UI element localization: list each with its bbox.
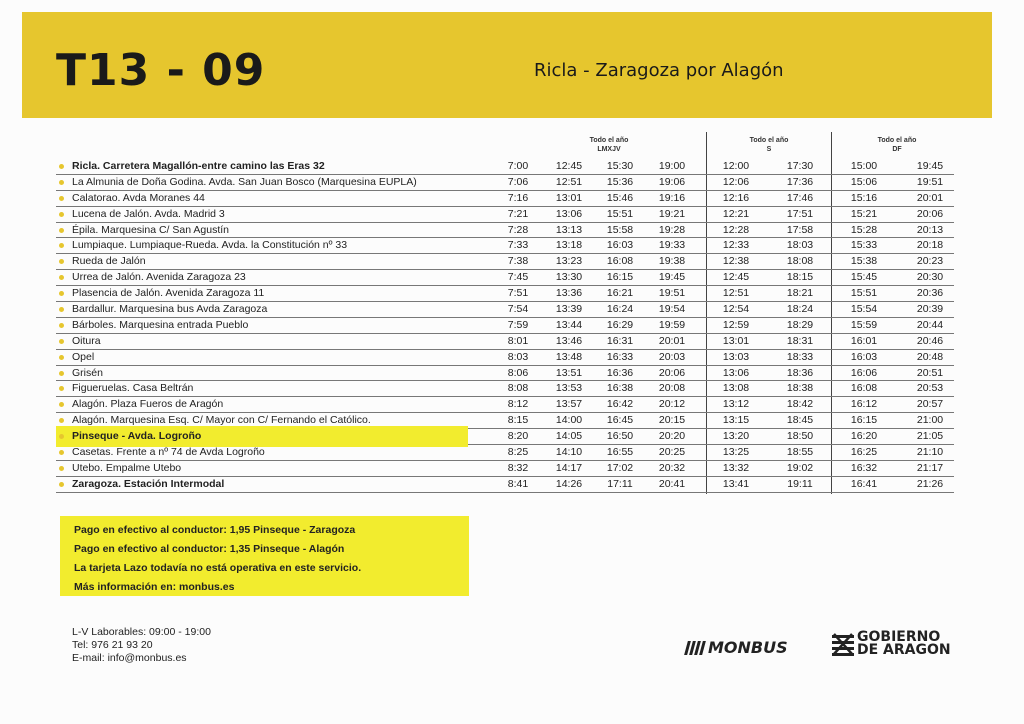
departure-time: 13:03	[722, 350, 750, 363]
departure-time: 12:51	[555, 175, 583, 188]
departure-time: 8:01	[507, 334, 529, 347]
departure-time: 18:21	[786, 287, 814, 300]
timetable-row	[56, 302, 954, 318]
departure-time: 13:46	[555, 334, 583, 347]
timetable-row	[56, 175, 954, 191]
departure-time: 16:32	[850, 461, 878, 474]
departure-time: 19:02	[786, 461, 814, 474]
departure-time: 18:03	[786, 239, 814, 252]
gobierno-aragon-logo	[832, 631, 951, 657]
departure-time: 20:12	[658, 398, 686, 411]
departure-time: 13:41	[722, 477, 750, 490]
departure-time: 19:38	[658, 255, 686, 268]
departure-time: 16:01	[850, 334, 878, 347]
departure-time: 16:03	[850, 350, 878, 363]
column-header-days: LMXJV	[597, 146, 621, 153]
stop-name: Bardallur. Marquesina bus Avda Zaragoza	[72, 303, 268, 316]
stop-name: Épila. Marquesina C/ San Agustín	[72, 223, 230, 236]
stop-name: Urrea de Jalón. Avenida Zaragoza 23	[72, 271, 246, 284]
timetable-row	[56, 238, 954, 254]
departure-time: 8:20	[507, 430, 529, 443]
aragon-flag-icon	[832, 632, 854, 656]
stop-name: Pinseque - Avda. Logroño	[72, 430, 202, 443]
departure-time: 7:33	[507, 239, 529, 252]
timetable-row	[56, 159, 954, 175]
departure-time: 20:44	[916, 318, 944, 331]
stop-name: Oitura	[72, 334, 101, 347]
gobierno-line2: DE ARAGON	[857, 642, 951, 658]
departure-time: 13:06	[555, 207, 583, 220]
departure-time: 18:55	[786, 446, 814, 459]
departure-time: 12:54	[722, 303, 750, 316]
departure-time: 16:45	[606, 414, 634, 427]
departure-time: 13:15	[722, 414, 750, 427]
bullet-icon	[59, 196, 64, 201]
departure-time: 7:00	[507, 160, 529, 172]
monbus-logo	[686, 638, 788, 657]
stop-name: Opel	[72, 350, 95, 363]
bullet-icon	[59, 466, 64, 471]
departure-time: 13:12	[722, 398, 750, 411]
departure-time: 8:12	[507, 398, 529, 411]
departure-time: 18:38	[786, 382, 814, 395]
email-address: E-mail: info@monbus.es	[72, 652, 187, 664]
bullet-icon	[59, 450, 64, 455]
departure-time: 19:21	[658, 207, 686, 220]
departure-time: 20:51	[916, 366, 944, 379]
departure-time: 13:36	[555, 287, 583, 300]
bullet-icon	[59, 291, 64, 296]
timetable-row	[56, 191, 954, 207]
bullet-icon	[59, 164, 64, 169]
notice-line: Pago en efectivo al conductor: 1,95 Pinseque - Zaragoza	[74, 524, 356, 536]
gobierno-line1: GOBIERNO	[857, 629, 941, 645]
departure-time: 18:50	[786, 430, 814, 443]
departure-time: 15:51	[850, 287, 878, 300]
departure-time: 16:36	[606, 366, 634, 379]
departure-time: 19:51	[658, 287, 686, 300]
departure-time: 18:36	[786, 366, 814, 379]
column-header-label: Todo el año	[877, 137, 917, 144]
departure-time: 19:00	[658, 160, 686, 172]
departure-time: 13:23	[555, 255, 583, 268]
fare-notice	[60, 516, 469, 596]
departure-time: 16:50	[606, 430, 634, 443]
departure-time: 13:13	[555, 223, 583, 236]
departure-time: 16:08	[606, 255, 634, 268]
departure-time: 18:42	[786, 398, 814, 411]
departure-time: 13:44	[555, 318, 583, 331]
bullet-icon	[59, 259, 64, 264]
departure-time: 7:51	[507, 287, 529, 300]
departure-time: 18:45	[786, 414, 814, 427]
departure-time: 21:10	[916, 446, 944, 459]
departure-time: 12:33	[722, 239, 750, 252]
stop-name: Zaragoza. Estación Intermodal	[72, 477, 225, 490]
stop-name: Alagón. Plaza Fueros de Aragón	[72, 398, 224, 411]
departure-time: 13:48	[555, 350, 583, 363]
departure-time: 18:15	[786, 271, 814, 284]
departure-time: 7:21	[507, 207, 529, 220]
route-title: Ricla - Zaragoza por Alagón	[534, 60, 784, 81]
departure-time: 15:45	[850, 271, 878, 284]
stop-name: Bárboles. Marquesina entrada Pueblo	[72, 318, 249, 331]
departure-time: 13:18	[555, 239, 583, 252]
departure-time: 12:28	[722, 223, 750, 236]
gobierno-wordmark	[857, 631, 951, 657]
departure-time: 20:53	[916, 382, 944, 395]
bullet-icon	[59, 275, 64, 280]
bullet-icon	[59, 355, 64, 360]
departure-time: 7:59	[507, 318, 529, 331]
stop-name: Plasencia de Jalón. Avenida Zaragoza 11	[72, 287, 265, 300]
departure-time: 7:28	[507, 223, 529, 236]
departure-time: 20:01	[658, 334, 686, 347]
departure-time: 17:58	[786, 223, 814, 236]
departure-time: 18:29	[786, 318, 814, 331]
departure-time: 13:01	[722, 334, 750, 347]
stop-name: Calatorao. Avda Moranes 44	[72, 191, 205, 204]
timetable-row	[56, 207, 954, 223]
monbus-wordmark: MONBUS	[708, 638, 788, 657]
departure-time: 20:20	[658, 430, 686, 443]
departure-time: 13:08	[722, 382, 750, 395]
departure-time: 12:45	[555, 160, 583, 172]
phone-number: Tel: 976 21 93 20	[72, 639, 153, 651]
timetable-row	[56, 286, 954, 302]
departure-time: 18:33	[786, 350, 814, 363]
departure-time: 8:32	[507, 461, 529, 474]
departure-time: 12:06	[722, 175, 750, 188]
departure-time: 12:00	[722, 160, 750, 172]
departure-time: 16:21	[606, 287, 634, 300]
column-header-days: DF	[892, 146, 902, 153]
departure-time: 19:33	[658, 239, 686, 252]
departure-time: 16:31	[606, 334, 634, 347]
departure-time: 16:06	[850, 366, 878, 379]
departure-time: 8:15	[507, 414, 529, 427]
departure-time: 8:06	[507, 366, 529, 379]
column-header-label: Todo el año	[749, 137, 789, 144]
departure-time: 20:32	[658, 461, 686, 474]
timetable-row	[56, 334, 954, 350]
departure-time: 14:05	[555, 430, 583, 443]
departure-time: 13:30	[555, 271, 583, 284]
departure-time: 8:41	[507, 477, 529, 490]
departure-time: 15:16	[850, 191, 878, 204]
departure-time: 20:15	[658, 414, 686, 427]
column-header-saturday	[734, 136, 804, 154]
departure-time: 13:57	[555, 398, 583, 411]
departure-time: 20:08	[658, 382, 686, 395]
column-header-holidays	[862, 136, 932, 154]
departure-time: 15:46	[606, 191, 634, 204]
departure-time: 21:17	[916, 461, 944, 474]
departure-time: 13:39	[555, 303, 583, 316]
stop-name: Grisén	[72, 366, 103, 379]
stop-name: Lumpiaque. Lumpiaque-Rueda. Avda. la Constitución nº 33	[72, 239, 348, 252]
departure-time: 21:00	[916, 414, 944, 427]
monbus-bars-icon	[686, 641, 704, 655]
departure-time: 7:38	[507, 255, 529, 268]
departure-time: 16:08	[850, 382, 878, 395]
departure-time: 14:26	[555, 477, 583, 490]
bullet-icon	[59, 180, 64, 185]
departure-time: 19:59	[658, 318, 686, 331]
notice-line: Más información en: monbus.es	[74, 581, 235, 593]
departure-time: 15:28	[850, 223, 878, 236]
departure-time: 16:55	[606, 446, 634, 459]
departure-time: 20:30	[916, 271, 944, 284]
departure-time: 16:29	[606, 318, 634, 331]
column-header-label: Todo el año	[589, 137, 629, 144]
timetable-row	[56, 381, 954, 397]
departure-time: 13:32	[722, 461, 750, 474]
departure-time: 16:42	[606, 398, 634, 411]
timetable-row	[56, 461, 954, 477]
departure-time: 15:30	[606, 160, 634, 172]
departure-time: 18:24	[786, 303, 814, 316]
departure-time: 16:25	[850, 446, 878, 459]
departure-time: 12:59	[722, 318, 750, 331]
departure-time: 12:21	[722, 207, 750, 220]
stop-name: Casetas. Frente a nº 74 de Avda Logroño	[72, 446, 265, 459]
departure-time: 8:03	[507, 350, 529, 363]
bullet-icon	[59, 418, 64, 423]
timetable-row	[56, 445, 954, 461]
departure-time: 20:39	[916, 303, 944, 316]
departure-time: 12:45	[722, 271, 750, 284]
departure-time: 15:51	[606, 207, 634, 220]
column-header-weekdays	[574, 136, 644, 154]
departure-time: 15:38	[850, 255, 878, 268]
departure-time: 8:25	[507, 446, 529, 459]
departure-time: 19:06	[658, 175, 686, 188]
departure-time: 15:59	[850, 318, 878, 331]
departure-time: 19:11	[787, 477, 813, 490]
departure-time: 16:15	[606, 271, 634, 284]
departure-time: 20:18	[916, 239, 944, 252]
departure-time: 17:30	[786, 160, 814, 172]
departure-time: 15:06	[850, 175, 878, 188]
timetable-row	[56, 254, 954, 270]
departure-time: 17:36	[786, 175, 814, 188]
bullet-icon	[59, 212, 64, 217]
timetable-row	[56, 270, 954, 286]
departure-time: 21:26	[916, 477, 944, 490]
departure-time: 7:16	[507, 191, 529, 204]
bullet-icon	[59, 482, 64, 487]
departure-time: 16:03	[606, 239, 634, 252]
departure-time: 20:13	[916, 223, 944, 236]
departure-time: 13:25	[722, 446, 750, 459]
bullet-icon	[59, 371, 64, 376]
stop-name: Alagón. Marquesina Esq. C/ Mayor con C/ Fernando el Católico.	[72, 414, 371, 427]
notice-line: Pago en efectivo al conductor: 1,35 Pinseque - Alagón	[74, 543, 345, 555]
timetable-row	[56, 366, 954, 382]
timetable-row	[56, 397, 954, 413]
departure-time: 13:53	[555, 382, 583, 395]
departure-time: 17:46	[786, 191, 814, 204]
bullet-icon	[59, 402, 64, 407]
departure-time: 12:16	[722, 191, 750, 204]
departure-time: 16:38	[606, 382, 634, 395]
departure-time: 7:54	[507, 303, 529, 316]
departure-time: 13:01	[555, 191, 583, 204]
bullet-icon	[59, 386, 64, 391]
departure-time: 16:24	[606, 303, 634, 316]
office-hours: L-V Laborables: 09:00 - 19:00	[72, 626, 211, 638]
departure-time: 21:05	[916, 430, 944, 443]
departure-time: 15:58	[606, 223, 634, 236]
departure-time: 16:41	[850, 477, 878, 490]
departure-time: 7:45	[507, 271, 529, 284]
departure-time: 16:33	[606, 350, 634, 363]
departure-time: 19:16	[658, 191, 686, 204]
departure-time: 20:03	[658, 350, 686, 363]
departure-time: 15:33	[850, 239, 878, 252]
notice-line: La tarjeta Lazo todavía no está operativa en este servicio.	[74, 562, 362, 574]
departure-time: 16:15	[850, 414, 878, 427]
departure-time: 20:01	[916, 191, 944, 204]
departure-time: 20:48	[916, 350, 944, 363]
bullet-icon	[59, 243, 64, 248]
departure-time: 15:36	[606, 175, 634, 188]
departure-time: 19:45	[658, 271, 686, 284]
departure-time: 20:57	[916, 398, 944, 411]
departure-time: 18:08	[786, 255, 814, 268]
departure-time: 12:38	[722, 255, 750, 268]
departure-time: 20:41	[658, 477, 686, 490]
timetable-row	[56, 429, 954, 445]
departure-time: 18:31	[786, 334, 814, 347]
stop-name: Figueruelas. Casa Beltrán	[72, 382, 194, 395]
stop-name: Utebo. Empalme Utebo	[72, 461, 182, 474]
bullet-icon	[59, 339, 64, 344]
bullet-icon	[59, 323, 64, 328]
departure-time: 20:06	[658, 366, 686, 379]
departure-time: 19:54	[658, 303, 686, 316]
departure-time: 19:28	[658, 223, 686, 236]
bullet-icon	[59, 307, 64, 312]
timetable-row	[56, 223, 954, 239]
departure-time: 20:23	[916, 255, 944, 268]
departure-time: 12:51	[722, 287, 750, 300]
departure-time: 20:25	[658, 446, 686, 459]
stop-name: Rueda de Jalón	[72, 255, 146, 268]
departure-time: 17:02	[606, 461, 634, 474]
departure-time: 14:17	[555, 461, 583, 474]
departure-time: 20:06	[916, 207, 944, 220]
timetable-row	[56, 477, 954, 493]
departure-time: 13:51	[555, 366, 583, 379]
column-header-days: S	[766, 146, 772, 153]
stop-name: La Almunia de Doña Godina. Avda. San Juan Bosco (Marquesina EUPLA)	[72, 175, 417, 188]
departure-time: 14:10	[555, 446, 583, 459]
departure-time: 13:20	[722, 430, 750, 443]
departure-time: 20:46	[916, 334, 944, 347]
departure-time: 17:51	[786, 207, 814, 220]
departure-time: 16:20	[850, 430, 878, 443]
timetable	[56, 159, 954, 493]
contact-info	[72, 626, 211, 665]
departure-time: 17:11	[607, 477, 633, 490]
departure-time: 20:36	[916, 287, 944, 300]
bullet-icon	[59, 228, 64, 233]
timetable-row	[56, 350, 954, 366]
departure-time: 15:21	[850, 207, 878, 220]
departure-time: 15:00	[850, 160, 878, 172]
route-code: T13 - 09	[56, 45, 266, 96]
stop-name: Ricla. Carretera Magallón-entre camino las Eras 32	[72, 160, 325, 172]
stop-name: Lucena de Jalón. Avda. Madrid 3	[72, 207, 225, 220]
departure-time: 7:06	[507, 175, 529, 188]
departure-time: 14:00	[555, 414, 583, 427]
timetable-row	[56, 318, 954, 334]
departure-time: 8:08	[507, 382, 529, 395]
departure-time: 15:54	[850, 303, 878, 316]
departure-time: 13:06	[722, 366, 750, 379]
departure-time: 16:12	[850, 398, 878, 411]
departure-time: 19:51	[916, 175, 944, 188]
departure-time: 19:45	[916, 160, 944, 172]
